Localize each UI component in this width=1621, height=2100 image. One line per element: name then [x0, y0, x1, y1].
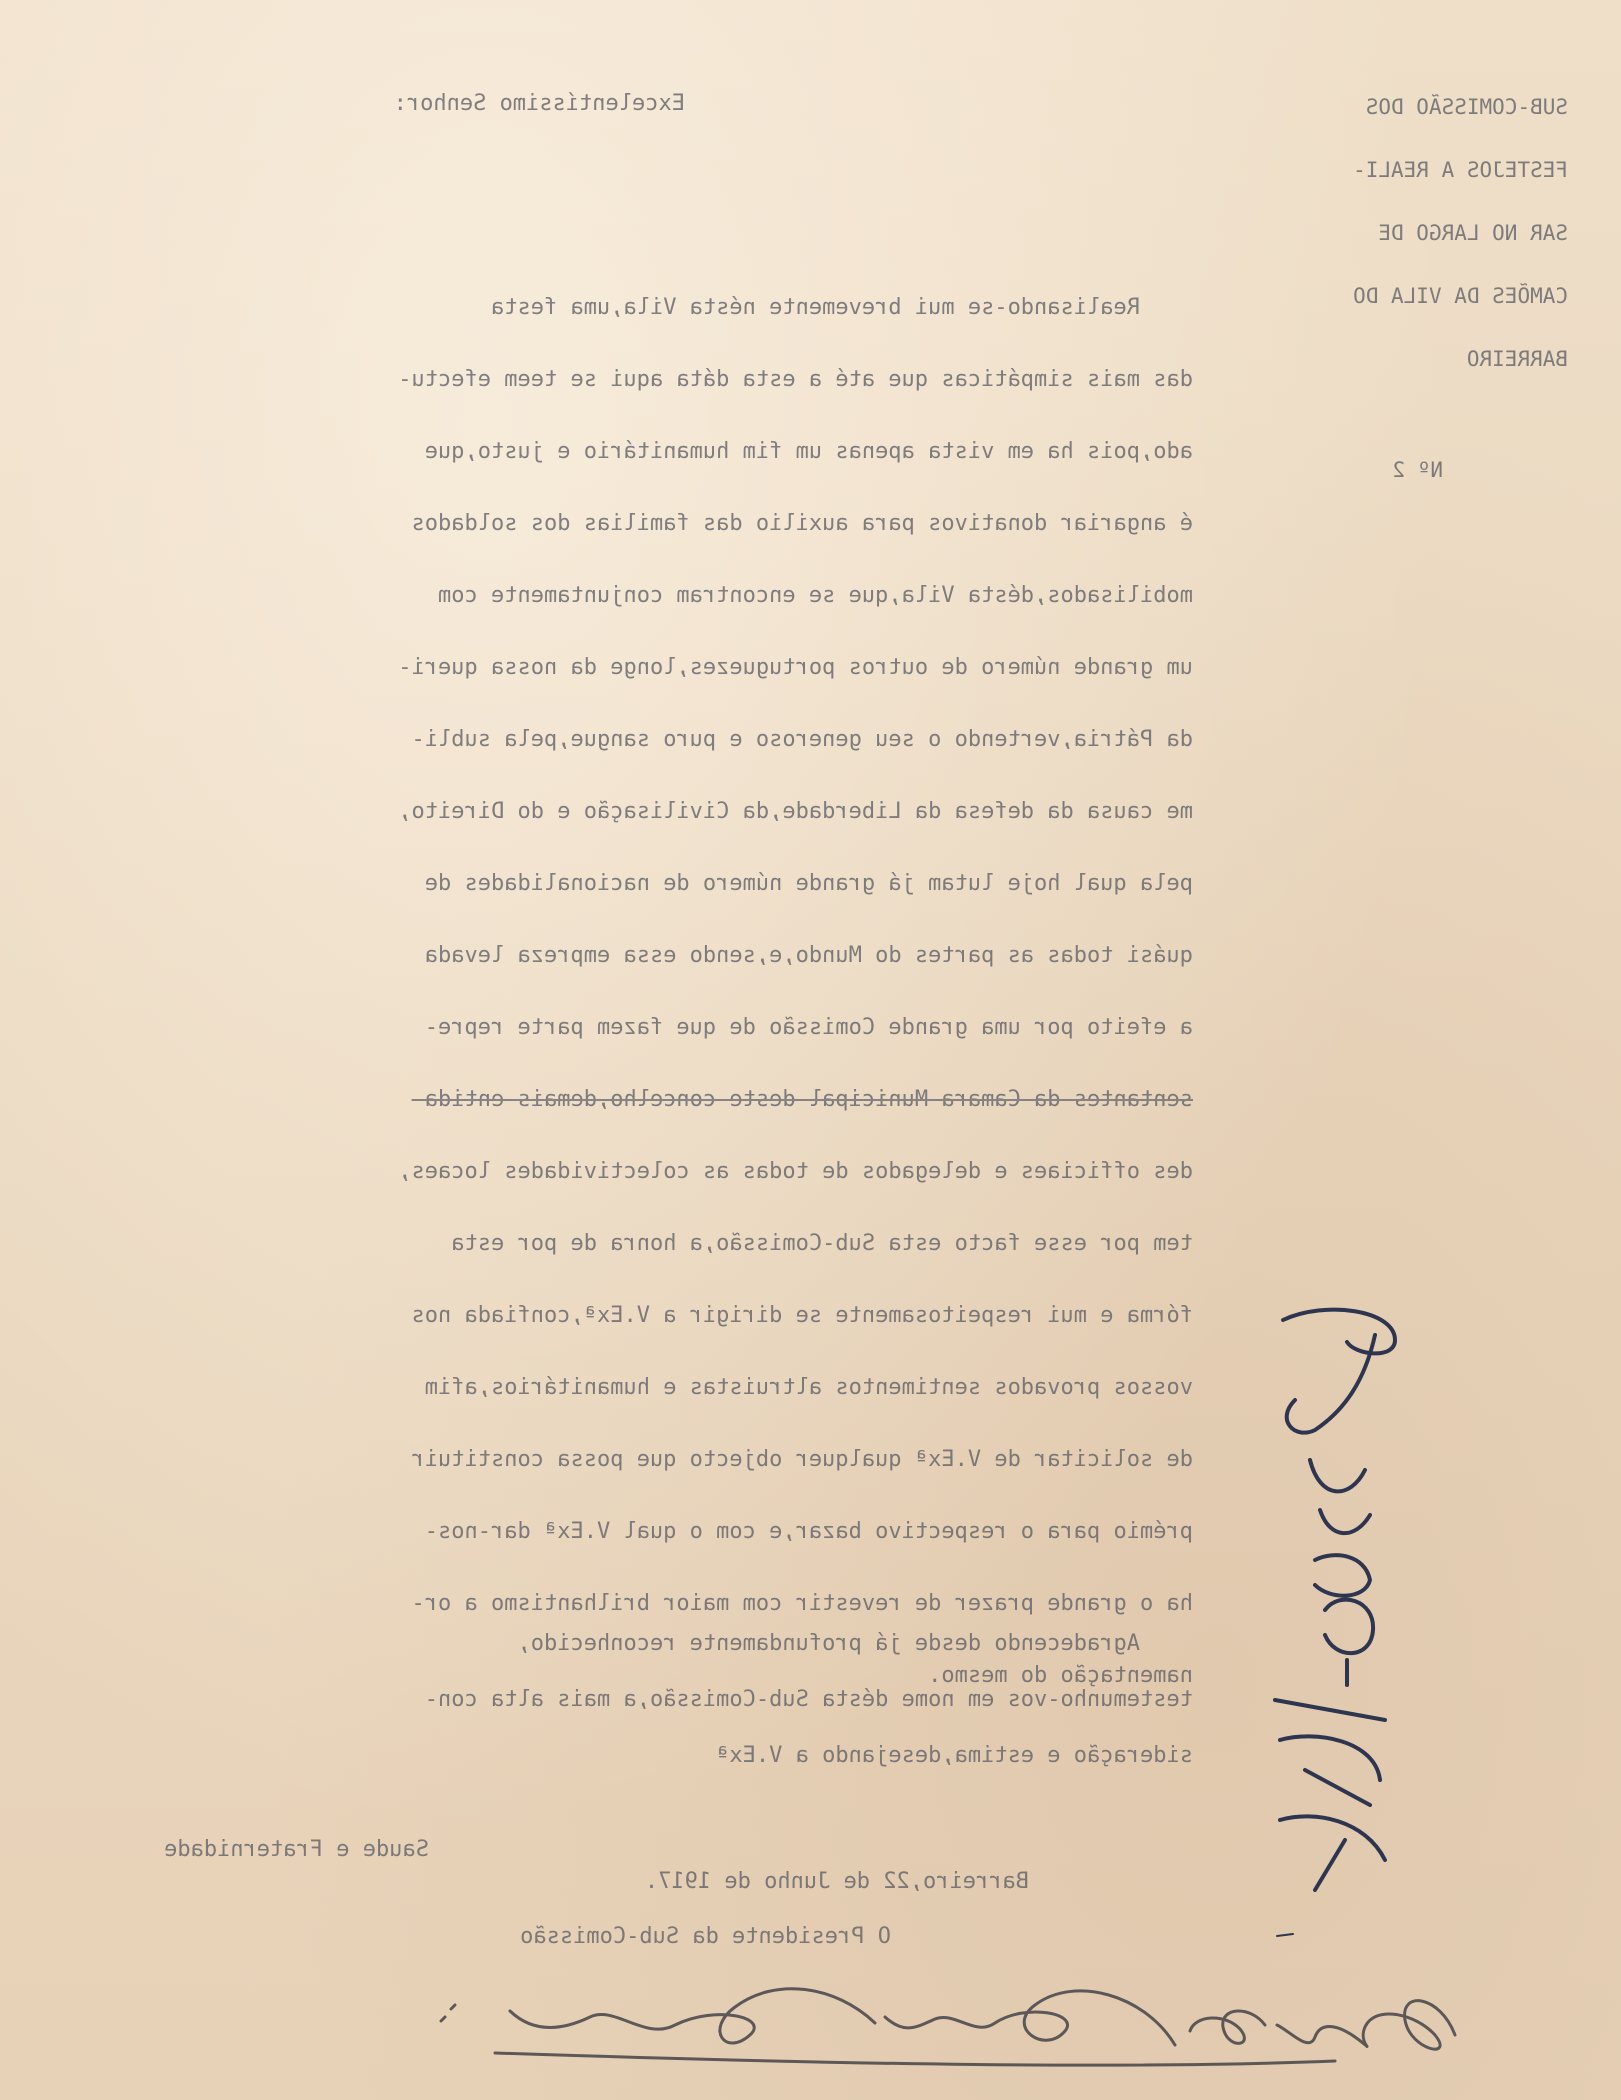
body-line: prémio para o respectivo bazar,e com o qual V.Exª dar-nos- [424, 1519, 1193, 1544]
body-line: um grande número de outros portuguezes,longe da nossa queri- [398, 655, 1193, 680]
body-line: vossos provados sentimentos altruistas e humanitários,afim [424, 1375, 1193, 1400]
handwritten-date-note-text: Junho 1917 [1255, 1300, 1261, 1301]
body-line-struck: sentantes da Camara Municipal deste concelho,demais entida- [411, 1087, 1193, 1112]
body-line: quási todas as partes do Mundo,e,sendo essa empreza levada [424, 943, 1193, 968]
letter-number: Nº 2 [1392, 458, 1443, 482]
body-line: namentação do mesmo. [928, 1663, 1193, 1688]
body-line: ado,pois ha em vista apenas um fim humanitário e justo,que [424, 439, 1193, 464]
body-line: tem por esse facto esta Sub-Comissão,a honra de por esta [451, 1231, 1193, 1256]
closing-line: Agradecendo desde já profundamente reconhecido, [517, 1631, 1193, 1656]
salutation: Excelentíssimo Senhor: [393, 91, 685, 116]
pencil-dash-mark [1275, 1930, 1295, 1940]
sender-line-2: FESTEJOS A REALI- [1353, 158, 1568, 182]
sender-line-1: SUB-COMISSÃO DOS [1365, 95, 1568, 119]
body-line: pela qual hoje lutam já grande número de nacionalidades de [424, 871, 1193, 896]
body-line: mobilisados,désta Vila,que se encontram conjuntamente com [438, 583, 1193, 608]
sender-line-3: SAR NO LARGO DE [1378, 221, 1568, 245]
sender-block [1238, 76, 1568, 391]
body-line: des officiaes e delegados de todas as colectividades locaes, [398, 1159, 1193, 1184]
place-and-date: Barreiro,22 de Junho de 1917. [644, 1869, 1029, 1894]
closing-line: sideração e estima,desejando a V.Exª [716, 1743, 1193, 1768]
handwritten-signature [415, 1965, 1495, 2075]
sender-line-4: CAMÕES DA VILA DO [1353, 284, 1568, 308]
body-line: a efeito por uma grande Comissão de que fazem parte repre- [424, 1015, 1193, 1040]
body-line: ha o grande prazer de revestir com maior brilhantismo a or- [411, 1591, 1193, 1616]
body-line: me causa da defesa da Liberdade,da Civilisação e do Direito, [398, 799, 1193, 824]
closing-line: testemunho-vos em nome désta Sub-Comissão,a mais alta con- [424, 1687, 1193, 1712]
body-line: fórma e mui respeitosamente se dirigir a V.Exª,confiada nos [411, 1303, 1193, 1328]
handwritten-date-note [1255, 1300, 1415, 1900]
body-line: da Pátria,vertendo o seu generoso e puro sangue,pela subli- [411, 727, 1193, 752]
body-line: é angariar donativos para auxilio das familias dos soldados [411, 511, 1193, 536]
closing-paragraph [13, 1616, 1193, 1784]
signatory-title: O Presidente da Sub-Comissão [520, 1924, 891, 1949]
body-line: das mais simpáticas que até a esta dáta aqui se teem efectu- [398, 367, 1193, 392]
letter-body [13, 272, 1193, 1712]
body-line: Realisando-se mui brevemente nésta Vila,uma festa [491, 295, 1193, 320]
closing-greeting: Saude e Fraternidade [164, 1837, 429, 1862]
body-line: de solicitar de V.Exª qualquer objecto que possa constituir [411, 1447, 1193, 1472]
sender-line-5: BARREIRO [1466, 347, 1568, 371]
